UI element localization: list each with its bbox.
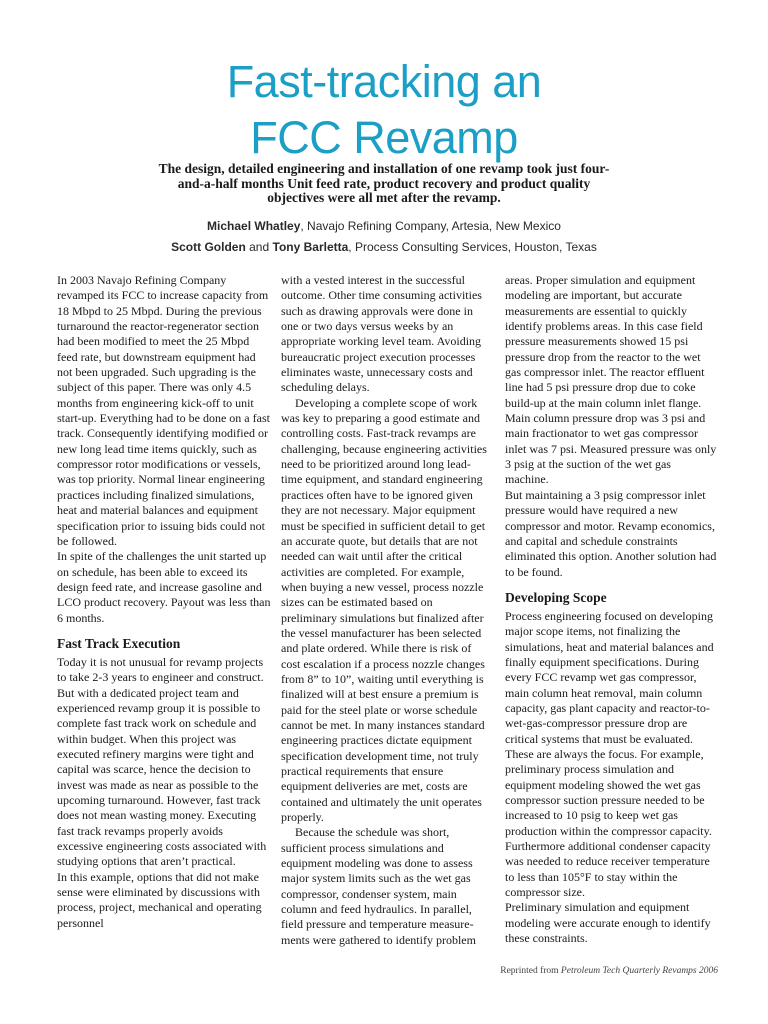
section-heading: Developing Scope [505,589,607,605]
author-name: Michael Whatley [207,219,301,233]
body-paragraph: In spite of the challenges the unit started up on schedule, has been able to exceed its design feed rate, and increase gasoline and LCO product recovery. Payout was less than 6 months. [57,549,271,625]
body-paragraph: Preliminary simulation and equipment modeling were accurate enough to identify these constraints. [505,900,711,946]
body-paragraph: In 2003 Navajo Refining Company revamped its FCC to increase capacity from 18 Mbpd to 25 Mbpd. During the previous turnaround the reactor-regenerator section had been modified to meet the 25 Mbpd feed rate, but downstream equipment had not been upgraded. Such upgrading is the subject of this paper. There was only 4.5 months from engineering kick-off to unit start-up. Everything had to be done on a fast track. Consequently identifying modified or new long lead time items quickly, such as compressor rotor modifications or vessels, was top priority. Normal linear engineering practices including finalized simulations, heat and material balances and equipment specification prior to issuing bids could not be followed. [57,273,270,548]
author-affiliation: , Navajo Refining Company, Artesia, New Mexico [300,219,561,233]
author-conjunction: and [245,240,273,254]
article-title-line-2: FCC Revamp [250,112,518,163]
reprint-prefix: Reprinted from [500,966,561,976]
reprint-credit [460,966,718,976]
body-paragraph: Developing a complete scope of work was key to preparing a good estimate and controlling costs. Fast-track revamps are challenging, because engineering activities need to be prioritized around long lead-time equipment, and standard engineering practices often have to be ignored given they are not necessary. Major equipment must be specified in sufficient detail to get an accurate quote, but details that are not needed can wait until after the critical activities are completed. For example, when buying a new vessel, process nozzle sizes can be estimated based on preliminary simulations but finalized after the vessel manufacturer has been selected and plate ordered. While there is risk of cost escalation if a process nozzle changes from 8” to 10”, waiting until everything is finalized will at best ensure a premium is paid for the steel plate or worse schedule cannot be met. In many instances standard engineering practices dictate equipment specification development time, not truly practical requirements that ensure equipment deliveries are met, costs are contained and ultimately the unit operates properly. [281,395,487,825]
article-subtitle: The design, detailed engineering and installation of one revamp took just four-and-a-half months Unit feed rate, product recovery and product quality objectives were all met after the revamp. [158,161,610,205]
body-paragraph: In this example, options that did not make sense were eliminated by discussions with process, project, mechanical and operating personnel [57,869,262,930]
article-title-line-1: Fast-tracking an [226,56,542,107]
body-paragraph: But maintaining a 3 psig compressor inlet pressure would have required a new compressor and motor. Revamp economics, and capital and schedule constraints eliminated this option. Another solution had to be found. [505,487,717,579]
body-paragraph: Today it is not unusual for revamp projects to take 2-3 years to engineer and construct. But with a dedicated project team and experienced revamp group it is possible to complete fast track work on schedule and within budget. When this project was executed refinery margins were tight and capital was scarce, hence the decision to invest was made as near as possible to the upcoming turnaround. However, fast track does not mean wasting money. Executing fast track revamps properly avoids excessive engineering costs associated with studying options that aren’t practical. [57,654,267,869]
text-column-3 [505,273,717,946]
body-paragraph: areas. Proper simulation and equipment modeling are important, but accurate measurements are essential to quickly identify problems areas. In this case field pressure measurements showed 15 psi pressure drop from the reactor to the wet gas compressor inlet. The reactor effluent line had 5 psi pressure drop due to coke build-up at the main column inlet flange. Main column pressure drop was 3 psi and main fractionator to wet gas compressor inlet was 7 psi. Measured pressure was only 3 psig at the suction of the wet gas machine. [505,273,717,487]
author-affiliation: , Process Consulting Services, Houston, Texas [348,240,597,254]
body-paragraph: Process engineering focused on developing major scope items, not finalizing the simulations, heat and material balances and finally equipment specifications. During every FCC revamp wet gas compressor, main column heat removal, main column capacity, gas plant capacity and reactor-to-wet-gas-compressor pressure drop are critical systems that must be evaluated. These are always the focus. For example, preliminary process simulation and equipment modeling showed the wet gas compressor suction pressure needed to be increased to 10 psig to keep wet gas production within the compressor capacity. Furthermore additional condenser capacity was needed to reduce receiver temperature to less than 105°F to stay within the compressor size. [505,608,714,900]
author-name: Tony Barletta [272,240,349,254]
body-paragraph: with a vested interest in the successful outcome. Other time consuming activities such as drawing approvals were done in one or two days versus weeks by an appropriate working level team. Avoiding bureaucratic project execution processes eliminates waste, unnecessary costs and scheduling delays. [281,273,482,395]
author-block [0,216,768,258]
text-column-1 [57,273,271,931]
article-title [0,54,768,166]
author-name: Scott Golden [171,240,246,254]
reprint-source: Petroleum Tech Quarterly Revamps 2006 [560,966,718,976]
text-column-2 [281,273,491,948]
author-line-1 [0,216,768,237]
body-paragraph: Because the schedule was short, sufficient process simulations and equipment modeling was done to assess major system limits such as the wet gas compressor, condenser system, main column and feed hydraulics. In parallel, field pressure and temperature measure-ments were gathered to identify problem [281,825,476,947]
section-heading: Fast Track Execution [57,635,181,651]
author-line-2 [0,237,768,258]
